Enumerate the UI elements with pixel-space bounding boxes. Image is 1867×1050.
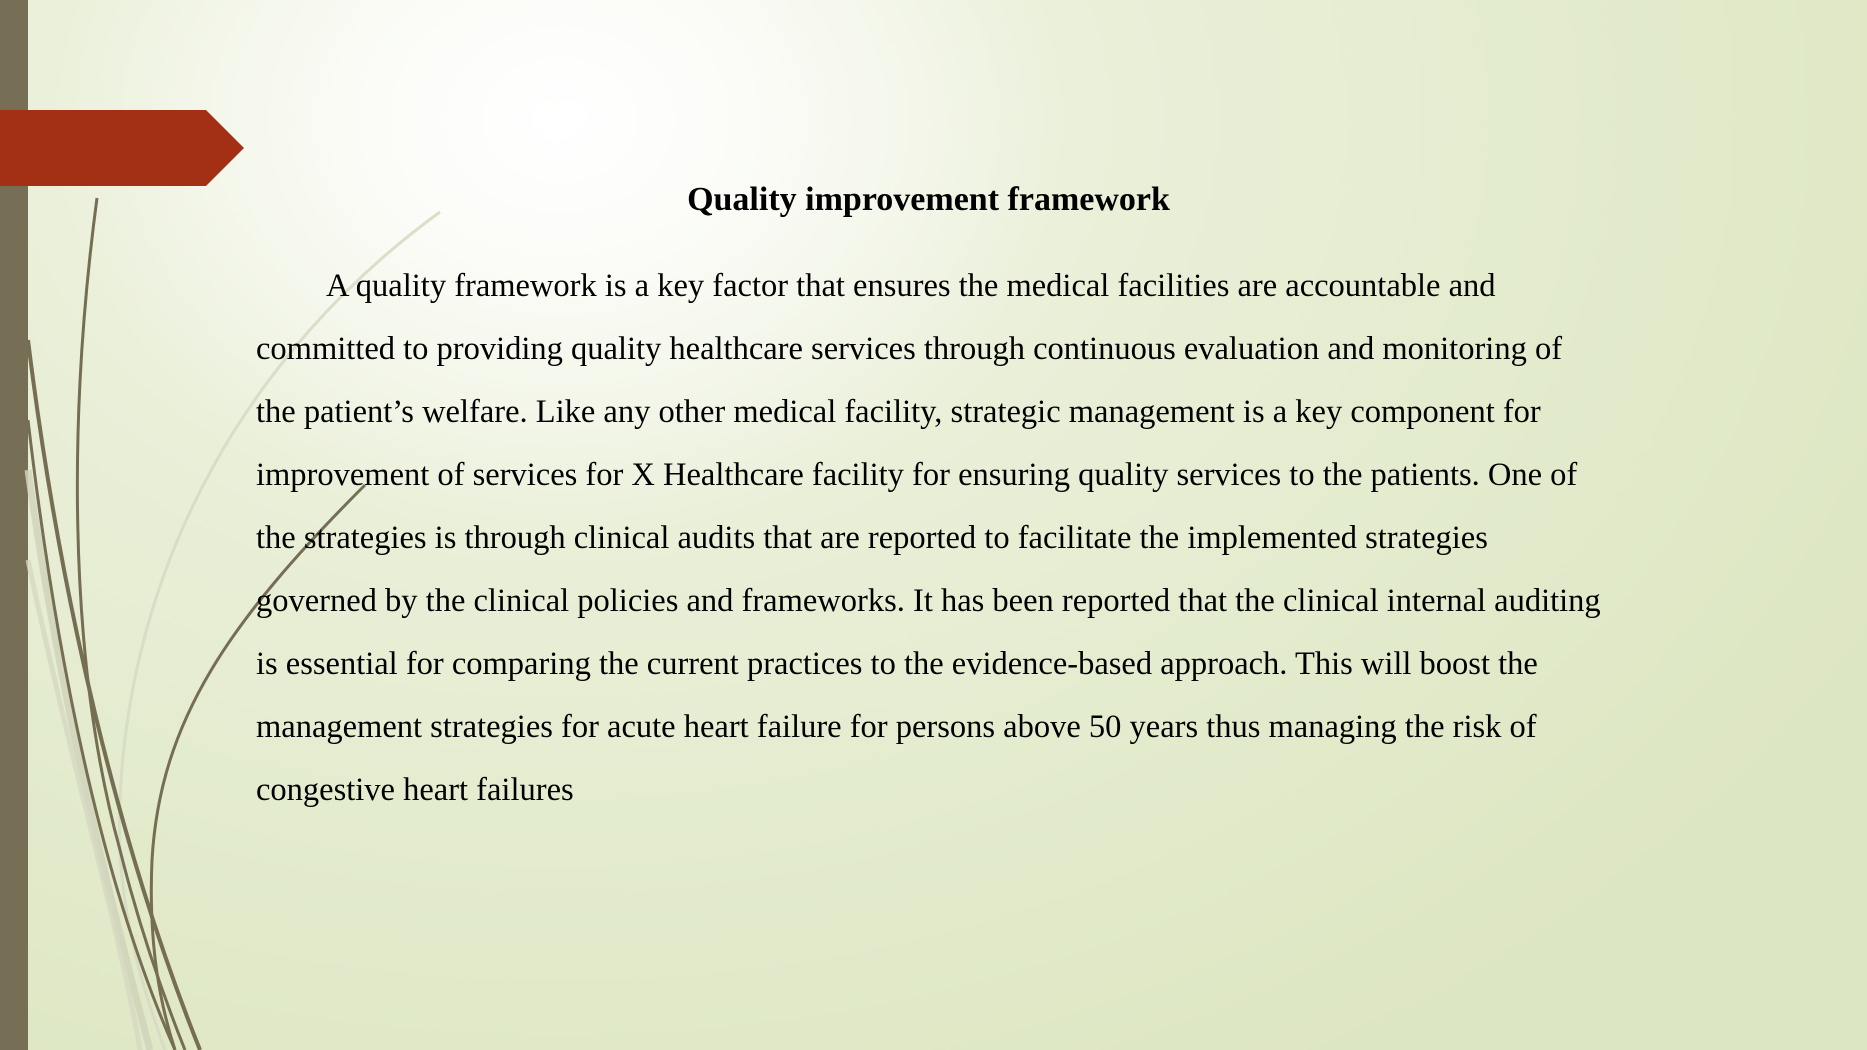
slide-body-paragraph: A quality framework is a key factor that ensures the medical facilities are accountable and committed to providing quality healthcare services through continuous evaluation and monitoring of the patient’s welfare. Like any other medical facility, strategic management is a key component for improvement of services for X Healthcare facility for ensuring quality services to the patients. One of the strategies is through clinical audits that are reported to facilitate the implemented strategies governed by the clinical policies and frameworks. It has been reported that the clinical internal auditing is essential for comparing the current practices to the evidence-based approach. This will boost the management strategies for acute heart failure for persons above 50 years thus managing the risk of congestive heart failures <box>256 268 1601 808</box>
dark-strand-1 <box>77 198 185 1050</box>
dark-strand-2 <box>28 340 200 1050</box>
slide-title: Quality improvement framework <box>687 181 1170 218</box>
red-arrow-banner <box>0 110 244 186</box>
